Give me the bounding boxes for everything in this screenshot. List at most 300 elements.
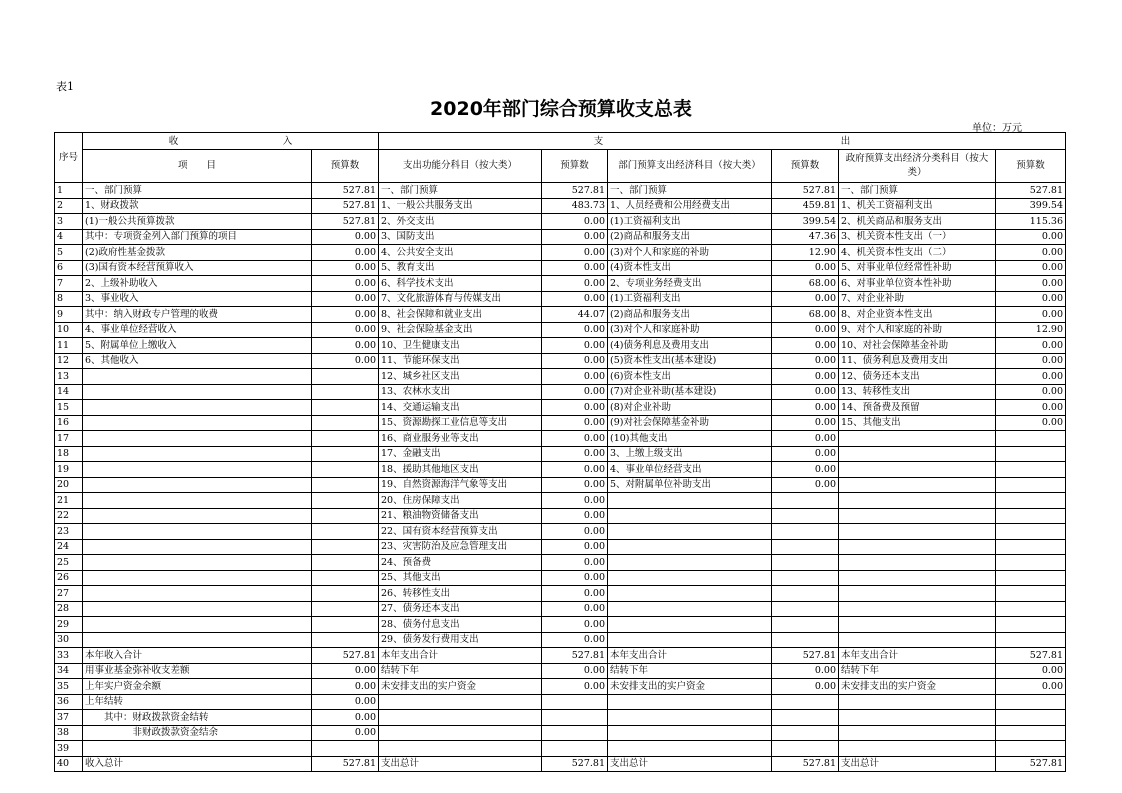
dept-budget-cell: 527.81 (772, 183, 839, 199)
dept-item-cell: (2)商品和服务支出 (608, 229, 772, 245)
dept-budget-cell: 0.00 (772, 322, 839, 338)
header-func-class: 支出功能分科目（按大类） (379, 150, 542, 183)
table-row (55, 338, 1066, 354)
dept-budget-cell (772, 601, 839, 617)
gov-budget-cell (996, 694, 1066, 710)
seq-cell: 17 (55, 431, 83, 447)
func-budget-cell (542, 741, 608, 757)
dept-budget-cell: 68.00 (772, 307, 839, 323)
seq-cell: 29 (55, 617, 83, 633)
func-budget-cell: 0.00 (542, 663, 608, 679)
dept-budget-cell: 399.54 (772, 214, 839, 230)
func-budget-cell: 0.00 (542, 524, 608, 540)
income-item-cell: 一、部门预算 (83, 183, 312, 199)
table-row (55, 524, 1066, 540)
income-item-cell: 用事业基金弥补收支差额 (83, 663, 312, 679)
func-budget-cell: 0.00 (542, 369, 608, 385)
gov-item-cell: 4、机关资本性支出（二） (839, 245, 996, 261)
table-row (55, 214, 1066, 230)
table-row (55, 477, 1066, 493)
gov-item-cell: 8、对企业资本性支出 (839, 307, 996, 323)
seq-cell: 36 (55, 694, 83, 710)
dept-budget-cell (772, 617, 839, 633)
income-budget-cell (312, 477, 379, 493)
seq-cell: 25 (55, 555, 83, 571)
income-item-cell (83, 524, 312, 540)
seq-cell: 11 (55, 338, 83, 354)
dept-budget-cell: 0.00 (772, 679, 839, 695)
func-budget-cell: 0.00 (542, 353, 608, 369)
gov-budget-cell (996, 586, 1066, 602)
table-row (55, 679, 1066, 695)
income-budget-cell (312, 570, 379, 586)
gov-item-cell (839, 539, 996, 555)
gov-item-cell: 未安排支出的实户资金 (839, 679, 996, 695)
gov-item-cell (839, 694, 996, 710)
dept-budget-cell: 0.00 (772, 415, 839, 431)
dept-budget-cell (772, 539, 839, 555)
gov-budget-cell: 0.00 (996, 307, 1066, 323)
income-item-cell (83, 632, 312, 648)
seq-cell: 34 (55, 663, 83, 679)
func-item-cell: 28、债务付息支出 (379, 617, 542, 633)
func-budget-cell: 0.00 (542, 400, 608, 416)
gov-budget-cell (996, 570, 1066, 586)
gov-budget-cell: 0.00 (996, 276, 1066, 292)
dept-item-cell (608, 710, 772, 726)
gov-budget-cell (996, 524, 1066, 540)
gov-item-cell (839, 570, 996, 586)
seq-cell: 23 (55, 524, 83, 540)
seq-cell: 3 (55, 214, 83, 230)
dept-budget-cell: 527.81 (772, 648, 839, 664)
func-budget-cell (542, 725, 608, 741)
func-budget-cell: 527.81 (542, 648, 608, 664)
seq-cell: 6 (55, 260, 83, 276)
income-budget-cell (312, 493, 379, 509)
func-budget-cell: 0.00 (542, 539, 608, 555)
income-item-cell: 2、上级补助收入 (83, 276, 312, 292)
seq-cell: 39 (55, 741, 83, 757)
dept-budget-cell: 0.00 (772, 260, 839, 276)
seq-cell: 30 (55, 632, 83, 648)
dept-budget-cell: 0.00 (772, 400, 839, 416)
dept-item-cell: (5)资本性支出(基本建设) (608, 353, 772, 369)
gov-budget-cell (996, 446, 1066, 462)
dept-budget-cell: 12.90 (772, 245, 839, 261)
gov-item-cell: 14、预备费及预留 (839, 400, 996, 416)
table-row (55, 694, 1066, 710)
func-budget-cell: 0.00 (542, 477, 608, 493)
income-item-cell (83, 570, 312, 586)
gov-item-cell (839, 617, 996, 633)
func-item-cell: 一、部门预算 (379, 183, 542, 199)
func-item-cell: 1、一般公共服务支出 (379, 198, 542, 214)
income-budget-cell: 527.81 (312, 648, 379, 664)
gov-budget-cell (996, 632, 1066, 648)
dept-budget-cell (772, 586, 839, 602)
income-budget-cell (312, 446, 379, 462)
income-item-cell (83, 462, 312, 478)
func-item-cell: 18、援助其他地区支出 (379, 462, 542, 478)
gov-budget-cell: 0.00 (996, 229, 1066, 245)
func-budget-cell: 0.00 (542, 415, 608, 431)
table-row (55, 586, 1066, 602)
header-item: 项 目 (83, 150, 312, 183)
income-budget-cell (312, 431, 379, 447)
dept-item-cell (608, 508, 772, 524)
dept-item-cell: (1)工资福利支出 (608, 214, 772, 230)
income-budget-cell (312, 632, 379, 648)
table-row (55, 446, 1066, 462)
gov-budget-cell (996, 555, 1066, 571)
income-budget-cell (312, 741, 379, 757)
seq-cell: 22 (55, 508, 83, 524)
func-item-cell: 12、城乡社区支出 (379, 369, 542, 385)
func-budget-cell: 44.07 (542, 307, 608, 323)
income-item-cell: (1)一般公共预算拨款 (83, 214, 312, 230)
func-budget-cell: 0.00 (542, 338, 608, 354)
unit-label: 单位：万元 (972, 123, 1022, 134)
income-item-cell: 本年收入合计 (83, 648, 312, 664)
gov-budget-cell (996, 477, 1066, 493)
func-item-cell: 26、转移性支出 (379, 586, 542, 602)
header-row-2 (55, 150, 1066, 183)
income-budget-cell (312, 400, 379, 416)
gov-budget-cell: 0.00 (996, 679, 1066, 695)
seq-cell: 13 (55, 369, 83, 385)
func-item-cell: 支出总计 (379, 756, 542, 772)
func-budget-cell: 0.00 (542, 586, 608, 602)
func-item-cell: 2、外交支出 (379, 214, 542, 230)
dept-item-cell: (1)工资福利支出 (608, 291, 772, 307)
func-item-cell: 24、预备费 (379, 555, 542, 571)
seq-cell: 35 (55, 679, 83, 695)
gov-item-cell (839, 632, 996, 648)
func-item-cell: 17、金融支出 (379, 446, 542, 462)
income-budget-cell: 0.00 (312, 291, 379, 307)
gov-item-cell (839, 431, 996, 447)
seq-cell: 40 (55, 756, 83, 772)
income-item-cell: (2)政府性基金拨款 (83, 245, 312, 261)
dept-item-cell: 支出总计 (608, 756, 772, 772)
gov-item-cell: 1、机关工资福利支出 (839, 198, 996, 214)
func-item-cell: 19、自然资源海洋气象等支出 (379, 477, 542, 493)
income-item-cell (83, 493, 312, 509)
header-dept-budget: 预算数 (772, 150, 839, 183)
income-item-cell: 收入总计 (83, 756, 312, 772)
income-item-cell: 其中：财政拨款资金结转 (83, 710, 312, 726)
gov-item-cell (839, 477, 996, 493)
seq-cell: 28 (55, 601, 83, 617)
gov-budget-cell (996, 601, 1066, 617)
gov-budget-cell: 0.00 (996, 291, 1066, 307)
seq-cell: 1 (55, 183, 83, 199)
gov-budget-cell (996, 710, 1066, 726)
seq-cell: 16 (55, 415, 83, 431)
gov-item-cell: 一、部门预算 (839, 183, 996, 199)
gov-item-cell: 6、对事业单位资本性补助 (839, 276, 996, 292)
header-func-budget: 预算数 (542, 150, 608, 183)
dept-budget-cell: 0.00 (772, 384, 839, 400)
income-budget-cell (312, 539, 379, 555)
dept-item-cell: (4)资本性支出 (608, 260, 772, 276)
income-item-cell: 4、事业单位经营收入 (83, 322, 312, 338)
seq-cell: 24 (55, 539, 83, 555)
dept-item-cell (608, 524, 772, 540)
income-budget-cell (312, 508, 379, 524)
func-budget-cell (542, 694, 608, 710)
dept-item-cell: 1、人员经费和公用经费支出 (608, 198, 772, 214)
func-budget-cell: 0.00 (542, 431, 608, 447)
dept-item-cell: 结转下年 (608, 663, 772, 679)
table-row (55, 400, 1066, 416)
header-row-1 (55, 133, 1066, 150)
dept-budget-cell (772, 710, 839, 726)
dept-budget-cell: 0.00 (772, 338, 839, 354)
dept-budget-cell (772, 493, 839, 509)
gov-item-cell: 2、机关商品和服务支出 (839, 214, 996, 230)
gov-budget-cell: 0.00 (996, 338, 1066, 354)
income-item-cell (83, 555, 312, 571)
func-item-cell: 7、文化旅游体育与传媒支出 (379, 291, 542, 307)
func-budget-cell: 0.00 (542, 229, 608, 245)
func-budget-cell: 527.81 (542, 183, 608, 199)
gov-item-cell: 12、债务还本支出 (839, 369, 996, 385)
income-budget-cell: 0.00 (312, 307, 379, 323)
func-item-cell (379, 741, 542, 757)
income-item-cell (83, 539, 312, 555)
income-item-cell: 其中：纳入财政专户管理的收费 (83, 307, 312, 323)
income-item-cell (83, 431, 312, 447)
func-item-cell (379, 725, 542, 741)
gov-item-cell (839, 462, 996, 478)
func-item-cell: 5、教育支出 (379, 260, 542, 276)
dept-item-cell (608, 555, 772, 571)
dept-budget-cell (772, 524, 839, 540)
gov-budget-cell (996, 508, 1066, 524)
func-budget-cell: 0.00 (542, 260, 608, 276)
header-gov-econ: 政府预算支出经济分类科目（按大类） (839, 150, 996, 183)
gov-budget-cell: 527.81 (996, 756, 1066, 772)
income-budget-cell (312, 384, 379, 400)
dept-item-cell: 本年支出合计 (608, 648, 772, 664)
income-item-cell (83, 586, 312, 602)
seq-cell: 21 (55, 493, 83, 509)
func-budget-cell: 0.00 (542, 601, 608, 617)
gov-budget-cell (996, 617, 1066, 633)
func-budget-cell: 0.00 (542, 291, 608, 307)
header-income-budget: 预算数 (312, 150, 379, 183)
income-budget-cell (312, 586, 379, 602)
dept-budget-cell: 527.81 (772, 756, 839, 772)
dept-budget-cell: 47.36 (772, 229, 839, 245)
table-row (55, 384, 1066, 400)
table-row (55, 632, 1066, 648)
seq-cell: 37 (55, 710, 83, 726)
gov-item-cell (839, 555, 996, 571)
func-item-cell: 15、资源勘探工业信息等支出 (379, 415, 542, 431)
table-row (55, 353, 1066, 369)
dept-item-cell: 未安排支出的实户资金 (608, 679, 772, 695)
dept-item-cell (608, 741, 772, 757)
income-budget-cell: 0.00 (312, 679, 379, 695)
income-item-cell: 3、事业收入 (83, 291, 312, 307)
dept-item-cell (608, 725, 772, 741)
income-item-cell (83, 617, 312, 633)
func-item-cell: 21、粮油物资储备支出 (379, 508, 542, 524)
income-item-cell: 其中：专项资金列入部门预算的项目 (83, 229, 312, 245)
seq-cell: 20 (55, 477, 83, 493)
func-budget-cell: 0.00 (542, 493, 608, 509)
dept-budget-cell (772, 741, 839, 757)
seq-cell: 7 (55, 276, 83, 292)
header-dept-econ: 部门预算支出经济科目（按大类） (608, 150, 772, 183)
table-row (55, 570, 1066, 586)
func-budget-cell: 0.00 (542, 508, 608, 524)
dept-budget-cell (772, 508, 839, 524)
gov-budget-cell: 0.00 (996, 384, 1066, 400)
gov-item-cell (839, 524, 996, 540)
income-item-cell: 上年实户资金余额 (83, 679, 312, 695)
table-id: 表1 (56, 80, 74, 93)
dept-budget-cell: 459.81 (772, 198, 839, 214)
func-budget-cell: 0.00 (542, 276, 608, 292)
table-body (55, 183, 1066, 772)
income-budget-cell: 0.00 (312, 338, 379, 354)
income-budget-cell: 0.00 (312, 245, 379, 261)
seq-cell: 33 (55, 648, 83, 664)
func-item-cell: 20、住房保障支出 (379, 493, 542, 509)
table-row (55, 462, 1066, 478)
dept-item-cell: (3)对个人和家庭的补助 (608, 245, 772, 261)
dept-item-cell: (10)其他支出 (608, 431, 772, 447)
income-budget-cell (312, 415, 379, 431)
table-row (55, 601, 1066, 617)
income-item-cell (83, 384, 312, 400)
gov-item-cell (839, 601, 996, 617)
gov-item-cell: 7、对企业补助 (839, 291, 996, 307)
income-item-cell (83, 741, 312, 757)
income-item-cell: 1、财政拨款 (83, 198, 312, 214)
seq-cell: 19 (55, 462, 83, 478)
func-item-cell: 10、卫生健康支出 (379, 338, 542, 354)
seq-cell: 4 (55, 229, 83, 245)
income-item-cell: (3)国有资本经营预算收入 (83, 260, 312, 276)
dept-budget-cell: 68.00 (772, 276, 839, 292)
dept-item-cell: 3、上缴上级支出 (608, 446, 772, 462)
income-item-cell: 6、其他收入 (83, 353, 312, 369)
func-item-cell: 9、社会保险基金支出 (379, 322, 542, 338)
table-row (55, 555, 1066, 571)
func-budget-cell: 0.00 (542, 570, 608, 586)
dept-item-cell (608, 617, 772, 633)
income-budget-cell: 0.00 (312, 276, 379, 292)
gov-item-cell (839, 710, 996, 726)
gov-budget-cell: 527.81 (996, 648, 1066, 664)
table-row (55, 307, 1066, 323)
func-item-cell: 8、社会保障和就业支出 (379, 307, 542, 323)
dept-budget-cell (772, 555, 839, 571)
seq-cell: 26 (55, 570, 83, 586)
gov-budget-cell: 0.00 (996, 353, 1066, 369)
gov-item-cell: 15、其他支出 (839, 415, 996, 431)
func-budget-cell (542, 710, 608, 726)
func-item-cell: 29、债务发行费用支出 (379, 632, 542, 648)
income-item-cell (83, 400, 312, 416)
income-budget-cell: 0.00 (312, 353, 379, 369)
func-item-cell: 16、商业服务业等支出 (379, 431, 542, 447)
dept-item-cell: (4)债务利息及费用支出 (608, 338, 772, 354)
income-budget-cell: 527.81 (312, 756, 379, 772)
income-item-cell (83, 446, 312, 462)
table-row (55, 260, 1066, 276)
gov-item-cell (839, 493, 996, 509)
dept-budget-cell: 0.00 (772, 291, 839, 307)
dept-item-cell: 一、部门预算 (608, 183, 772, 199)
budget-summary-table (54, 132, 1066, 772)
gov-budget-cell (996, 493, 1066, 509)
dept-budget-cell: 0.00 (772, 431, 839, 447)
income-item-cell (83, 415, 312, 431)
gov-item-cell (839, 446, 996, 462)
income-budget-cell (312, 555, 379, 571)
table-row (55, 710, 1066, 726)
income-item-cell: 5、附属单位上缴收入 (83, 338, 312, 354)
gov-item-cell: 结转下年 (839, 663, 996, 679)
dept-budget-cell (772, 570, 839, 586)
table-row (55, 539, 1066, 555)
seq-cell: 14 (55, 384, 83, 400)
dept-item-cell (608, 694, 772, 710)
table-row (55, 663, 1066, 679)
table-row (55, 493, 1066, 509)
seq-cell: 8 (55, 291, 83, 307)
table-row (55, 648, 1066, 664)
gov-item-cell (839, 725, 996, 741)
func-item-cell: 11、节能环保支出 (379, 353, 542, 369)
income-budget-cell (312, 617, 379, 633)
seq-cell: 18 (55, 446, 83, 462)
gov-item-cell (839, 508, 996, 524)
table-row (55, 415, 1066, 431)
gov-budget-cell: 0.00 (996, 369, 1066, 385)
func-item-cell: 22、国有资本经营预算支出 (379, 524, 542, 540)
table-row (55, 369, 1066, 385)
dept-item-cell (608, 493, 772, 509)
gov-budget-cell: 527.81 (996, 183, 1066, 199)
func-budget-cell: 483.73 (542, 198, 608, 214)
dept-item-cell: 4、事业单位经营支出 (608, 462, 772, 478)
dept-budget-cell: 0.00 (772, 353, 839, 369)
dept-item-cell: (7)对企业补助(基本建设) (608, 384, 772, 400)
table-row (55, 725, 1066, 741)
income-budget-cell: 527.81 (312, 198, 379, 214)
dept-item-cell: (9)对社会保障基金补助 (608, 415, 772, 431)
gov-budget-cell (996, 725, 1066, 741)
gov-budget-cell: 0.00 (996, 260, 1066, 276)
table-row (55, 245, 1066, 261)
dept-budget-cell (772, 694, 839, 710)
dept-item-cell: (6)资本性支出 (608, 369, 772, 385)
page-title: 2020年部门综合预算收支总表 (430, 98, 692, 120)
func-budget-cell: 0.00 (542, 632, 608, 648)
func-item-cell: 3、国防支出 (379, 229, 542, 245)
income-item-cell (83, 508, 312, 524)
header-seq: 序号 (55, 133, 83, 183)
func-item-cell: 13、农林水支出 (379, 384, 542, 400)
table-row (55, 291, 1066, 307)
